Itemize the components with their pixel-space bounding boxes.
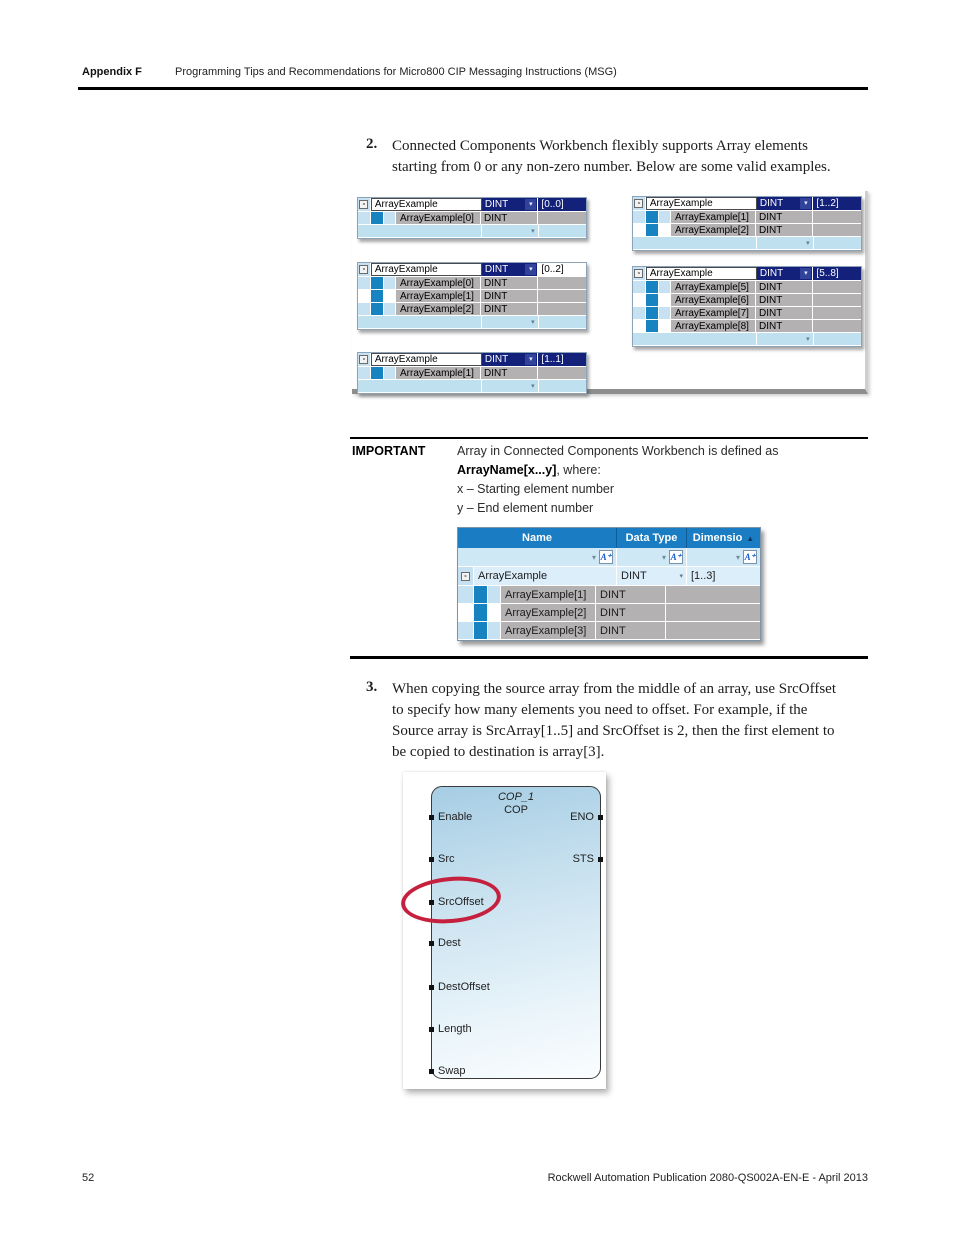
data-type: DINT bbox=[759, 211, 783, 223]
row-selector bbox=[633, 197, 646, 210]
table-row bbox=[358, 367, 586, 380]
row-selector bbox=[358, 367, 371, 379]
data-type-cell bbox=[482, 198, 539, 211]
dimension-cell bbox=[666, 604, 760, 621]
indent-spacer bbox=[384, 367, 396, 379]
array-name: ArrayExample bbox=[649, 268, 713, 279]
data-type-cell bbox=[482, 316, 538, 328]
table-row bbox=[633, 197, 861, 211]
array-name-cell bbox=[646, 197, 757, 210]
element-marker-icon bbox=[646, 294, 659, 306]
dimension-cell bbox=[814, 333, 861, 345]
element-marker-icon bbox=[646, 320, 659, 332]
pin-dot-icon bbox=[429, 1069, 434, 1074]
row-selector bbox=[633, 224, 646, 236]
dimension-cell bbox=[813, 281, 861, 293]
row-selector bbox=[458, 586, 474, 603]
pin-dot-icon bbox=[429, 985, 434, 990]
array-syntax: ArrayName[x...y] bbox=[457, 463, 557, 477]
pin-enable bbox=[429, 811, 472, 823]
table-row bbox=[633, 294, 861, 307]
array-name: ArrayExample bbox=[374, 354, 438, 365]
array-name-cell bbox=[371, 353, 482, 366]
chevron-down-icon: ▾ bbox=[800, 198, 811, 209]
array-table-1-1 bbox=[357, 352, 587, 394]
filter-cell bbox=[687, 548, 760, 566]
data-type-cell bbox=[757, 333, 813, 345]
dimension-cell bbox=[813, 211, 861, 223]
new-variable-row bbox=[633, 237, 861, 250]
indent-spacer bbox=[384, 277, 396, 289]
text-line: Connected Components Workbench flexibly supports Array elements bbox=[392, 138, 808, 154]
array-name-cell bbox=[646, 267, 757, 280]
data-type: DINT bbox=[484, 199, 509, 210]
data-type-cell bbox=[757, 267, 814, 280]
pin-dot-icon bbox=[429, 1027, 434, 1032]
chevron-down-icon: ▾ bbox=[661, 552, 666, 562]
chevron-down-icon: ▾ bbox=[531, 383, 535, 390]
data-type: DINT bbox=[484, 277, 508, 289]
column-header-name bbox=[458, 528, 617, 548]
important-line: y – End element number bbox=[457, 501, 594, 515]
instance-name: COP_1 bbox=[497, 791, 535, 803]
dimension-cell bbox=[814, 237, 861, 249]
cop-block-screenshot bbox=[403, 772, 606, 1089]
row-selector bbox=[358, 303, 371, 315]
empty-name-cell bbox=[633, 237, 757, 249]
table-row bbox=[358, 212, 586, 225]
array-element-cell: ArrayExample[3] bbox=[501, 622, 596, 639]
element-marker-icon bbox=[371, 290, 384, 302]
text-line: to specify how many elements you need to offset. For example, if the bbox=[392, 702, 808, 718]
row-selector bbox=[633, 307, 646, 319]
indent-spacer bbox=[659, 307, 671, 319]
dimension-cell: [1..3] bbox=[691, 570, 716, 582]
indent-spacer bbox=[488, 604, 501, 621]
data-type-cell bbox=[481, 367, 538, 379]
array-element-cell: ArrayExample[0] bbox=[396, 212, 481, 224]
pin-destoffset bbox=[429, 981, 490, 993]
chevron-down-icon: ▾ bbox=[525, 264, 536, 275]
array-table-1-2 bbox=[632, 196, 862, 251]
text-line: Source array is SrcArray[1..5] and SrcOffset is 2, then the first element to bbox=[392, 723, 835, 739]
array-element-cell: ArrayExample[8] bbox=[671, 320, 756, 332]
data-type-cell bbox=[756, 294, 813, 306]
element-marker-icon bbox=[371, 212, 384, 224]
grid-header-row bbox=[458, 528, 760, 548]
indent-spacer bbox=[659, 320, 671, 332]
pin-label: Enable bbox=[438, 811, 473, 823]
data-type-cell bbox=[481, 277, 538, 289]
data-type: DINT bbox=[484, 303, 508, 315]
filter-icon: A⁺ bbox=[670, 552, 682, 562]
data-type: DINT bbox=[600, 606, 626, 619]
row-selector bbox=[358, 277, 371, 289]
dimension-cell bbox=[813, 294, 861, 306]
table-row bbox=[358, 263, 586, 277]
table-row bbox=[633, 224, 861, 237]
filter-icon: A⁺ bbox=[600, 552, 612, 562]
dimension-cell bbox=[539, 380, 586, 392]
chevron-down-icon: ▾ bbox=[531, 319, 535, 326]
filter-cell bbox=[458, 548, 617, 566]
pin-label: Length bbox=[438, 1023, 472, 1035]
pin-length bbox=[429, 1023, 472, 1035]
data-type: DINT bbox=[759, 320, 783, 332]
collapse-icon: - bbox=[359, 265, 368, 274]
row-selector bbox=[458, 567, 474, 585]
data-type: DINT bbox=[759, 224, 783, 236]
collapse-icon: - bbox=[634, 199, 643, 208]
chevron-down-icon: ▾ bbox=[679, 573, 683, 580]
table-row bbox=[358, 198, 586, 212]
data-type-cell bbox=[482, 225, 538, 237]
element-marker-icon bbox=[646, 307, 659, 319]
data-type-cell bbox=[482, 353, 539, 366]
important-line: x – Starting element number bbox=[457, 482, 615, 496]
data-type-cell bbox=[482, 263, 539, 276]
dimension-cell bbox=[539, 316, 586, 328]
table-row bbox=[633, 267, 861, 281]
pin-label: Src bbox=[438, 853, 455, 865]
empty-name-cell bbox=[633, 333, 757, 345]
important-line bbox=[457, 463, 601, 477]
column-header-label: Data Type bbox=[625, 532, 678, 544]
table-row bbox=[633, 307, 861, 320]
row-selector bbox=[358, 263, 371, 276]
publication-reference: Rockwell Automation Publication 2080-QS002A-EN-E - April 2013 bbox=[547, 1172, 868, 1184]
filter-icon: A⁺ bbox=[744, 552, 756, 562]
array-table-5-8 bbox=[632, 266, 862, 347]
dimension-cell bbox=[666, 622, 760, 639]
array-name-cell: ArrayExample bbox=[474, 567, 617, 585]
element-marker-icon bbox=[474, 586, 488, 603]
table-row bbox=[358, 290, 586, 303]
list-number-3: 3. bbox=[366, 679, 378, 695]
row-selector bbox=[458, 622, 474, 639]
row-selector bbox=[633, 267, 646, 280]
data-type-cell bbox=[756, 281, 813, 293]
new-variable-row bbox=[358, 316, 586, 329]
row-selector bbox=[358, 353, 371, 366]
element-marker-icon bbox=[646, 224, 659, 236]
data-type-cell bbox=[596, 586, 666, 603]
dimension-cell bbox=[813, 224, 861, 236]
data-type: DINT bbox=[600, 624, 626, 637]
array-element-cell: ArrayExample[2] bbox=[671, 224, 756, 236]
dimension-cell bbox=[538, 277, 586, 289]
dimension-cell bbox=[538, 290, 586, 302]
row-selector bbox=[358, 290, 371, 302]
array-element-cell: ArrayExample[1] bbox=[396, 290, 481, 302]
data-type: DINT bbox=[484, 354, 509, 365]
data-type-cell bbox=[596, 622, 666, 639]
pin-label: SrcOffset bbox=[438, 896, 484, 908]
data-type-cell bbox=[481, 212, 538, 224]
data-type-cell bbox=[756, 307, 813, 319]
table-row bbox=[358, 303, 586, 316]
array-name-cell bbox=[371, 198, 482, 211]
element-marker-icon bbox=[646, 281, 659, 293]
text-line: starting from 0 or any non-zero number. Below are some valid examples. bbox=[392, 159, 831, 175]
data-type: DINT bbox=[759, 294, 783, 306]
array-name: ArrayExample bbox=[649, 198, 713, 209]
pin-swap bbox=[429, 1065, 466, 1077]
table-row bbox=[458, 622, 760, 640]
important-line: Array in Connected Components Workbench is defined as bbox=[457, 444, 779, 458]
indent-spacer bbox=[384, 303, 396, 315]
pin-src bbox=[429, 853, 455, 865]
empty-name-cell bbox=[358, 380, 482, 392]
element-marker-icon bbox=[474, 622, 488, 639]
row-selector bbox=[633, 320, 646, 332]
chevron-down-icon: ▾ bbox=[591, 552, 596, 562]
dimension-cell bbox=[538, 212, 586, 224]
table-row bbox=[458, 604, 760, 622]
array-name-cell bbox=[371, 263, 482, 276]
data-type-cell bbox=[756, 224, 813, 236]
pin-dest bbox=[429, 937, 461, 949]
pin-label: ENO bbox=[570, 811, 594, 823]
array-table-0-2 bbox=[357, 262, 587, 330]
row-selector bbox=[633, 211, 646, 223]
dimension-cell: [0..0] bbox=[538, 198, 586, 211]
new-variable-row bbox=[358, 380, 586, 393]
indent-spacer bbox=[659, 211, 671, 223]
pin-label: DestOffset bbox=[438, 981, 490, 993]
table-row bbox=[633, 320, 861, 333]
dimension-cell bbox=[666, 586, 760, 603]
indent-spacer bbox=[488, 622, 501, 639]
row-selector bbox=[458, 604, 474, 621]
data-type: DINT bbox=[484, 264, 509, 275]
data-type-cell bbox=[756, 320, 813, 332]
pin-dot-icon bbox=[429, 815, 434, 820]
data-type-cell bbox=[482, 380, 538, 392]
indent-spacer bbox=[384, 212, 396, 224]
pin-dot-icon bbox=[429, 857, 434, 862]
data-type: DINT bbox=[484, 212, 508, 224]
column-header-data-type bbox=[617, 528, 687, 548]
indent-spacer bbox=[488, 586, 501, 603]
element-marker-icon bbox=[474, 604, 488, 621]
pin-label: STS bbox=[572, 853, 594, 865]
chapter-title: Programming Tips and Recommendations for Micro800 CIP Messaging Instructions (MSG) bbox=[175, 66, 617, 78]
chevron-down-icon: ▾ bbox=[806, 240, 810, 247]
array-element-cell: ArrayExample[7] bbox=[671, 307, 756, 319]
important-rule-top bbox=[350, 437, 868, 439]
chevron-down-icon: ▾ bbox=[525, 354, 536, 365]
column-header-dimension bbox=[687, 528, 760, 548]
chevron-down-icon: ▾ bbox=[800, 268, 811, 279]
table-row bbox=[458, 586, 760, 604]
data-type: DINT bbox=[621, 570, 647, 582]
dimension-cell: [1..2] bbox=[813, 197, 861, 210]
empty-name-cell bbox=[358, 316, 482, 328]
dimension-cell: [0..2] bbox=[538, 263, 586, 276]
pin-dot-icon bbox=[429, 941, 434, 946]
data-type-cell bbox=[757, 237, 813, 249]
collapse-icon: - bbox=[634, 269, 643, 278]
header-rule bbox=[78, 87, 868, 90]
pin-eno bbox=[570, 811, 603, 823]
page-number: 52 bbox=[82, 1172, 95, 1184]
appendix-label: Appendix F bbox=[82, 66, 142, 78]
row-selector bbox=[633, 294, 646, 306]
filter-cell bbox=[617, 548, 687, 566]
chevron-down-icon: ▾ bbox=[525, 199, 536, 210]
important-line-rest: , where: bbox=[556, 463, 601, 477]
block-type: COP bbox=[504, 804, 528, 816]
collapse-icon: - bbox=[359, 200, 368, 209]
dimension-cell bbox=[813, 320, 861, 332]
chevron-down-icon: ▾ bbox=[735, 552, 740, 562]
data-type-cell bbox=[756, 211, 813, 223]
row-selector bbox=[358, 212, 371, 224]
table-row bbox=[358, 353, 586, 367]
array-element-cell: ArrayExample[1] bbox=[396, 367, 481, 379]
pin-label: Dest bbox=[438, 937, 461, 949]
array-name: ArrayExample bbox=[374, 264, 438, 275]
table-row bbox=[458, 567, 760, 586]
element-marker-icon bbox=[371, 303, 384, 315]
dimension-cell bbox=[813, 307, 861, 319]
text-line: be copied to destination is array[3]. bbox=[392, 744, 605, 760]
array-element-cell: ArrayExample[1] bbox=[501, 586, 596, 603]
data-type-cell bbox=[617, 567, 687, 585]
collapse-icon: - bbox=[359, 355, 368, 364]
data-type: DINT bbox=[600, 588, 626, 601]
cop-function-block bbox=[431, 786, 601, 1079]
data-type-cell bbox=[481, 290, 538, 302]
chevron-down-icon: ▾ bbox=[531, 228, 535, 235]
grid-filter-row bbox=[458, 548, 760, 567]
data-type: DINT bbox=[484, 367, 508, 379]
collapse-icon: - bbox=[461, 572, 470, 581]
text-line: When copying the source array from the middle of an array, use SrcOffset bbox=[392, 681, 837, 697]
data-type: DINT bbox=[484, 290, 508, 302]
new-variable-row bbox=[633, 333, 861, 346]
column-header-label: Dimensio bbox=[692, 532, 743, 544]
data-type: DINT bbox=[759, 198, 784, 209]
important-label: IMPORTANT bbox=[352, 444, 426, 458]
pin-sts bbox=[573, 853, 603, 865]
data-type-cell bbox=[596, 604, 666, 621]
list-number-2: 2. bbox=[366, 136, 378, 152]
dimension-cell: [5..8] bbox=[813, 267, 861, 280]
row-selector bbox=[633, 281, 646, 293]
dimension-cell bbox=[538, 367, 586, 379]
important-rule-bottom bbox=[350, 656, 868, 659]
dimension-cell: [1..1] bbox=[538, 353, 586, 366]
pin-dot-icon bbox=[598, 815, 603, 820]
array-element-cell: ArrayExample[0] bbox=[396, 277, 481, 289]
column-header-label: Name bbox=[522, 532, 552, 544]
array-element-cell: ArrayExample[1] bbox=[671, 211, 756, 223]
indent-spacer bbox=[659, 294, 671, 306]
table-row bbox=[358, 277, 586, 290]
row-selector bbox=[358, 198, 371, 211]
element-marker-icon bbox=[371, 277, 384, 289]
table-row bbox=[633, 281, 861, 294]
array-element-cell: ArrayExample[5] bbox=[671, 281, 756, 293]
element-marker-icon bbox=[371, 367, 384, 379]
data-type: DINT bbox=[759, 268, 784, 279]
new-variable-row bbox=[358, 225, 586, 238]
variable-grid-screenshot bbox=[457, 527, 761, 641]
array-examples-screenshot bbox=[352, 191, 868, 394]
data-type: DINT bbox=[759, 307, 783, 319]
table-row bbox=[633, 211, 861, 224]
item3-paragraph bbox=[392, 679, 878, 763]
element-marker-icon bbox=[646, 211, 659, 223]
data-type-cell bbox=[757, 197, 814, 210]
array-element-cell: ArrayExample[2] bbox=[501, 604, 596, 621]
indent-spacer bbox=[384, 290, 396, 302]
array-table-0-0 bbox=[357, 197, 587, 239]
chevron-down-icon: ▾ bbox=[806, 336, 810, 343]
sort-ascending-icon: ▲ bbox=[746, 533, 755, 543]
indent-spacer bbox=[659, 224, 671, 236]
array-name: ArrayExample bbox=[374, 199, 438, 210]
data-type: DINT bbox=[759, 281, 783, 293]
array-element-cell: ArrayExample[6] bbox=[671, 294, 756, 306]
indent-spacer bbox=[659, 281, 671, 293]
pin-label: Swap bbox=[438, 1065, 466, 1077]
empty-name-cell bbox=[358, 225, 482, 237]
array-element-cell: ArrayExample[2] bbox=[396, 303, 481, 315]
data-type-cell bbox=[481, 303, 538, 315]
dimension-cell bbox=[539, 225, 586, 237]
item2-paragraph bbox=[392, 136, 872, 178]
pin-dot-icon bbox=[598, 857, 603, 862]
dimension-cell bbox=[538, 303, 586, 315]
